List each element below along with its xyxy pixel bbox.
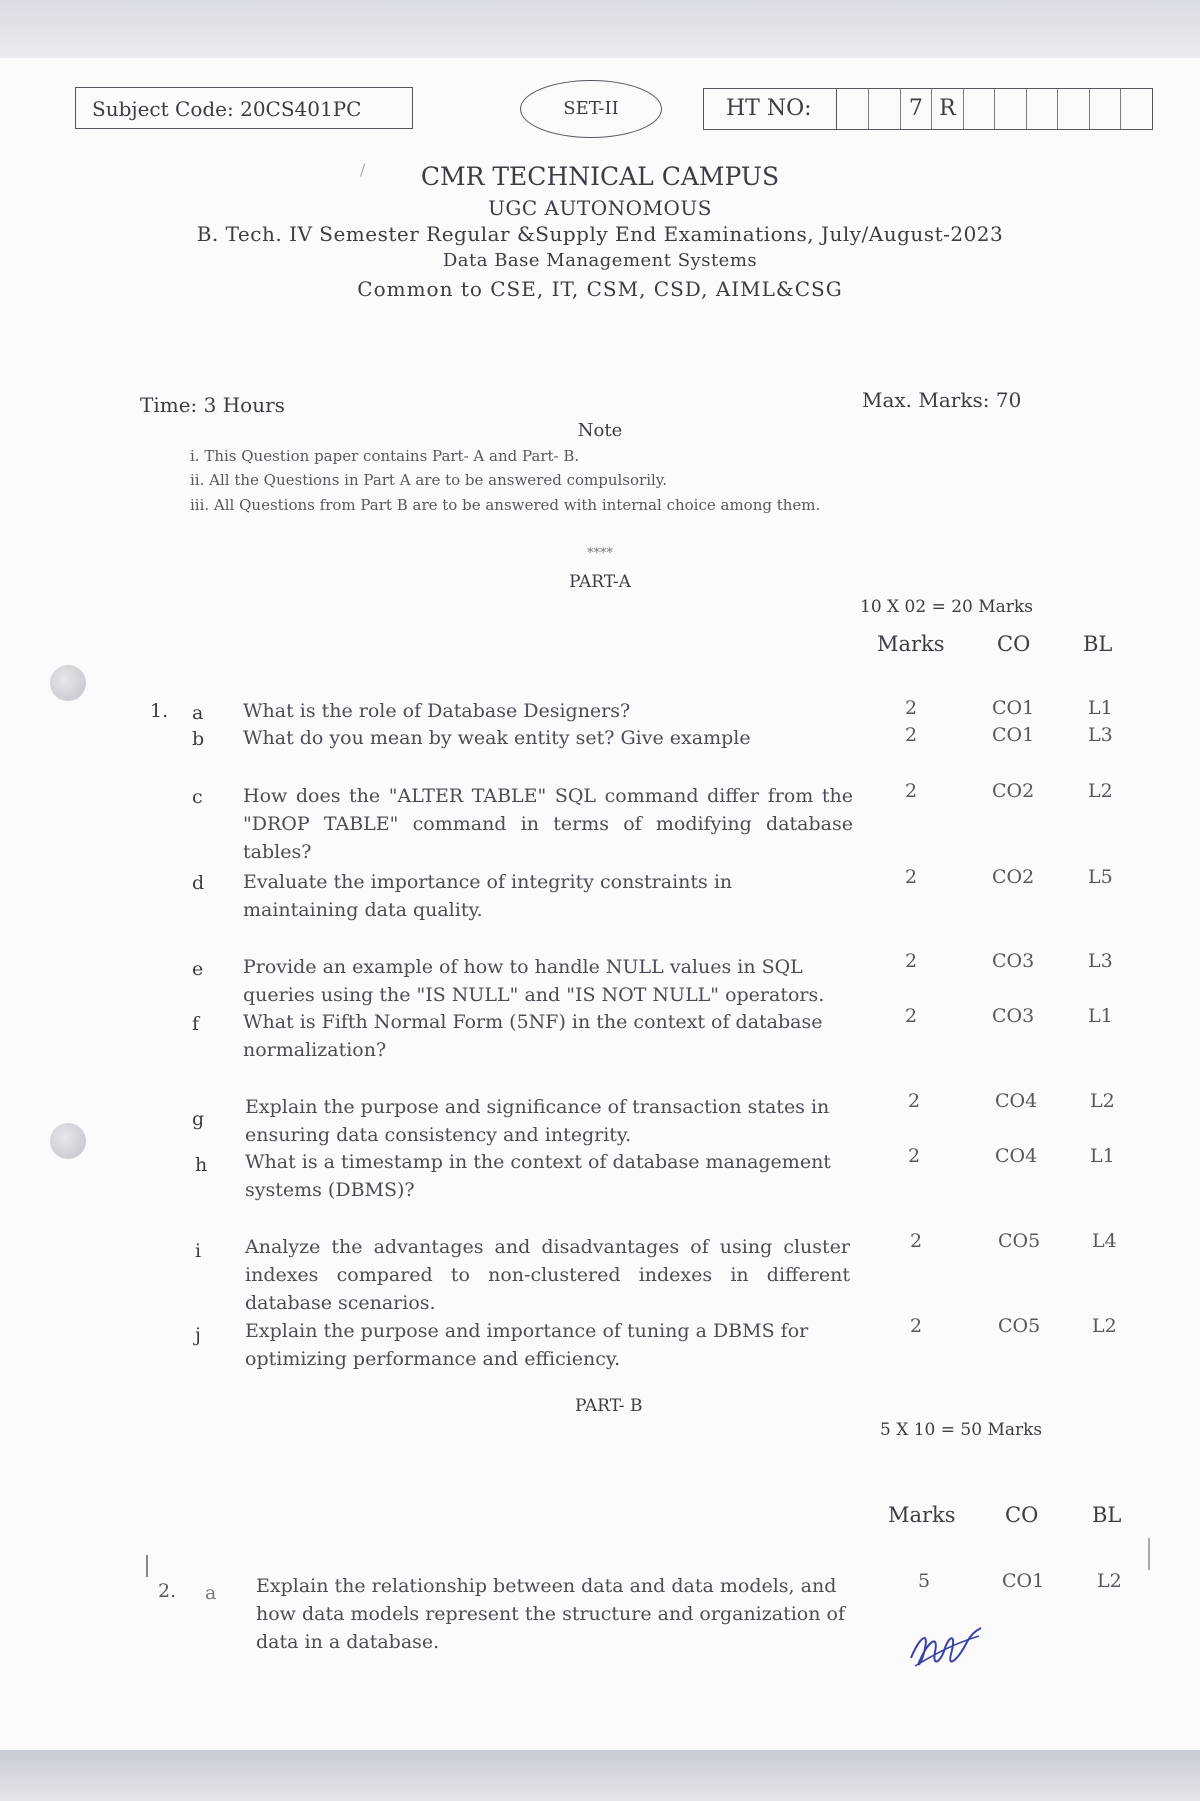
question-text: Explain the purpose and importance of tuning a DBMS for optimizing performance and efficiency. xyxy=(245,1320,809,1370)
question-bl: L1 xyxy=(1088,697,1113,719)
ht-cell: R xyxy=(932,89,964,129)
ht-cell xyxy=(869,89,901,129)
question-co: CO1 xyxy=(992,724,1035,746)
question-text: Provide an example of how to handle NULL values in SQL queries using the "IS NULL" and "IS NOT NULL" operators. xyxy=(243,956,825,1006)
question-bl: L1 xyxy=(1090,1145,1115,1167)
part-a-marks-line: 10 X 02 = 20 Marks xyxy=(860,597,1033,617)
common-branches: Common to CSE, IT, CSM, CSD, AIML&CSG xyxy=(357,277,843,301)
question-co: CO4 xyxy=(995,1145,1038,1167)
college-name: CMR TECHNICAL CAMPUS xyxy=(420,162,780,191)
autonomy-line: UGC AUTONOMOUS xyxy=(488,196,712,220)
ht-cell xyxy=(1027,89,1059,129)
part-a-title: PART-A xyxy=(569,572,631,592)
question-text: What is a timestamp in the context of database management systems (DBMS)? xyxy=(245,1151,831,1201)
set-badge: SET-II xyxy=(520,80,662,138)
separator-stars: **** xyxy=(587,546,613,561)
ht-cell xyxy=(837,89,869,129)
question-label: g xyxy=(192,1108,205,1130)
question-text: Explain the relationship between data and data models, and how data models represent the structure and organization of data in a database. xyxy=(256,1575,845,1653)
question-label: d xyxy=(192,872,205,894)
question-label: a xyxy=(192,702,204,724)
question-co: CO2 xyxy=(992,866,1035,888)
question-label: h xyxy=(195,1154,208,1176)
question-text: Explain the purpose and significance of transaction states in ensuring data consistency and integrity. xyxy=(245,1096,830,1146)
part-a-col-bl: BL xyxy=(1083,632,1113,656)
question-bl: L4 xyxy=(1092,1230,1117,1252)
question-bl: L2 xyxy=(1092,1315,1117,1337)
question-marks: 2 xyxy=(905,950,918,972)
question-co: CO5 xyxy=(998,1230,1041,1252)
question-marks: 2 xyxy=(905,697,918,719)
question-label: i xyxy=(195,1240,202,1262)
question-bl: L1 xyxy=(1088,1005,1113,1027)
scan-bottom-edge xyxy=(0,1750,1200,1801)
question-text: How does the "ALTER TABLE" SQL command differ from the "DROP TABLE" command in terms of modifying database tables? xyxy=(243,785,853,863)
punch-hole-top xyxy=(50,665,86,701)
question-bl: L3 xyxy=(1088,724,1113,746)
ht-cell: 7 xyxy=(901,89,933,129)
question-marks: 2 xyxy=(910,1315,923,1337)
question-marks: 2 xyxy=(908,1145,921,1167)
question-label: f xyxy=(192,1013,200,1035)
exam-title: B. Tech. IV Semester Regular &Supply End Examinations, July/August-2023 xyxy=(196,222,1004,246)
ht-label: HT NO: xyxy=(704,89,837,129)
ht-cell xyxy=(1058,89,1090,129)
question-marks: 2 xyxy=(908,1090,921,1112)
question-co: CO2 xyxy=(992,780,1035,802)
question-co: CO3 xyxy=(992,950,1035,972)
part-b-marks-line: 5 X 10 = 50 Marks xyxy=(880,1420,1043,1440)
note-item: i. This Question paper contains Part- A and Part- B. xyxy=(190,447,580,465)
punch-hole-bottom xyxy=(50,1123,86,1159)
part-a-col-co: CO xyxy=(997,632,1031,656)
hall-ticket-box xyxy=(703,88,1153,130)
question-co: CO5 xyxy=(998,1315,1041,1337)
question-co: CO1 xyxy=(1002,1570,1045,1592)
question-text: What do you mean by weak entity set? Give example xyxy=(243,727,751,749)
margin-mark xyxy=(1148,1538,1150,1570)
question-text: Analyze the advantages and disadvantages of using cluster indexes compared to non-clustered indexes in different database scenarios. xyxy=(245,1236,850,1314)
ht-cell xyxy=(1121,89,1152,129)
subject-title: Data Base Management Systems xyxy=(442,250,758,271)
note-item: iii. All Questions from Part B are to be answered with internal choice among them. xyxy=(190,496,821,514)
exam-time: Time: 3 Hours xyxy=(140,393,285,417)
question-co: CO3 xyxy=(992,1005,1035,1027)
note-item: ii. All the Questions in Part A are to be answered compulsorily. xyxy=(190,471,668,489)
part-b-col-marks: Marks xyxy=(888,1503,956,1527)
part-b-col-co: CO xyxy=(1005,1503,1039,1527)
ht-cell xyxy=(995,89,1027,129)
margin-mark xyxy=(146,1555,148,1577)
question-marks: 2 xyxy=(905,780,918,802)
ht-cell xyxy=(964,89,996,129)
question-bl: L3 xyxy=(1088,950,1113,972)
question-label: c xyxy=(192,786,203,808)
question-bl: L2 xyxy=(1097,1570,1122,1592)
question-number: 1. xyxy=(150,700,169,722)
subject-code-box: Subject Code: 20CS401PC xyxy=(75,87,413,129)
note-heading: Note xyxy=(577,420,623,441)
question-label: a xyxy=(205,1582,217,1604)
question-marks: 2 xyxy=(910,1230,923,1252)
pen-mark: / xyxy=(360,160,366,179)
question-label: b xyxy=(192,728,205,750)
question-text: Evaluate the importance of integrity constraints in maintaining data quality. xyxy=(243,871,733,921)
question-label: j xyxy=(195,1324,201,1346)
question-marks: 5 xyxy=(918,1570,931,1592)
part-a-col-marks: Marks xyxy=(877,632,945,656)
question-text: What is Fifth Normal Form (5NF) in the context of database normalization? xyxy=(243,1011,823,1061)
question-text: What is the role of Database Designers? xyxy=(243,700,631,722)
question-label: e xyxy=(192,958,204,980)
question-co: CO4 xyxy=(995,1090,1038,1112)
question-marks: 2 xyxy=(905,724,918,746)
question-co: CO1 xyxy=(992,697,1035,719)
scan-top-edge xyxy=(0,0,1200,58)
question-number: 2. xyxy=(158,1580,177,1602)
question-bl: L5 xyxy=(1088,866,1113,888)
ht-cell xyxy=(1090,89,1122,129)
invigilator-signature xyxy=(905,1618,985,1678)
max-marks: Max. Marks: 70 xyxy=(862,388,1022,412)
question-bl: L2 xyxy=(1090,1090,1115,1112)
part-b-title: PART- B xyxy=(575,1396,643,1416)
question-marks: 2 xyxy=(905,1005,918,1027)
part-b-col-bl: BL xyxy=(1092,1503,1122,1527)
question-marks: 2 xyxy=(905,866,918,888)
question-bl: L2 xyxy=(1088,780,1113,802)
